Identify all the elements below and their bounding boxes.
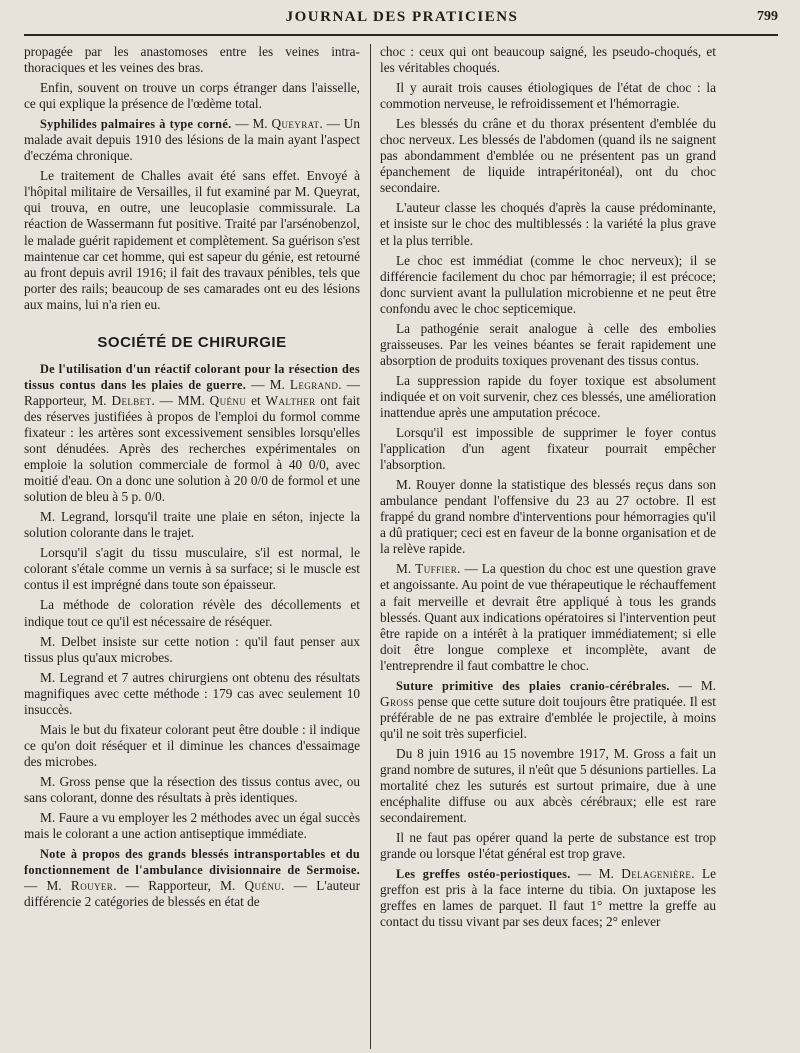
article-heading: Suture primitive des plaies cranio-cérébrales. xyxy=(396,678,670,693)
paragraph: M. Delbet insiste sur cette notion : qu'il faut penser aux tissus plus qu'aux microbes. xyxy=(24,633,360,665)
text-fragment: — M. xyxy=(246,376,290,392)
text-fragment: . — L'auteur différencie 2 catégories de blessés en état de xyxy=(24,878,360,910)
text-fragment: M. xyxy=(396,561,416,577)
text-fragment: . — Rapporteur, M. xyxy=(113,878,245,894)
text-fragment: . Le greffon est pris à la face interne du tibia. On juxtapose les greffes en lames de parquet. Il faut 1° mettre la greffe au contact du tissu vivant par ses deux faces; 2° enlever xyxy=(380,866,716,930)
author-name: Quénu xyxy=(244,878,282,894)
article-heading: Les greffes ostéo-periostiques. xyxy=(396,867,571,882)
paragraph: M. Legrand, lorsqu'il traite une plaie en séton, injecte la solution colorante dans le trajet. xyxy=(24,509,360,541)
text-fragment: . — Rapporteur, M. xyxy=(24,376,360,408)
paragraph: propagée par les anastomoses entre les veines intra-thoraciques et les veines des bras. xyxy=(24,44,360,76)
page-header xyxy=(24,9,780,31)
article-heading: Syphilides palmaires à type corné. xyxy=(40,117,232,132)
author-name: Gross xyxy=(380,693,415,709)
paragraph: La pathogénie serait analogue à celle des embolies graisseuses. Par les veines béantes se ferait rapidement une absorption de produits toxiques provenant des tissus contus. xyxy=(380,320,716,368)
paragraph: Le choc est immédiat (comme le choc nerveux); il se différencie facilement du choc par hémorragie; il est précoce; donc survient avant la pullulation microbienne et ne peut être confondu avec le choc septicemique. xyxy=(380,252,716,316)
article-greffes xyxy=(380,866,716,930)
paragraph: M. Legrand et 7 autres chirurgiens ont obtenu des résultats magnifiques avec cette méthode : 179 cas avec seulement 10 insuccès. xyxy=(24,669,360,717)
page-number: 799 xyxy=(757,9,778,24)
text-fragment: . — MM. xyxy=(151,392,210,408)
author-name: Legrand xyxy=(289,376,339,392)
author-name: Quénu xyxy=(209,392,247,408)
text-fragment: et xyxy=(246,392,266,408)
article-suture-primitive xyxy=(380,678,716,742)
text-fragment: — M. xyxy=(669,677,716,693)
paragraph: Il ne faut pas opérer quand la perte de substance est trop grande ou lorsque l'état général est trop grave. xyxy=(380,830,716,862)
paragraph: La suppression rapide du foyer toxique est absolument indiquée et on voit survenir, chez ces blessés, une amélioration inattendue après une amputation précoce. xyxy=(380,372,716,420)
article-syphilides xyxy=(24,116,360,164)
text-fragment: — M. xyxy=(570,866,622,882)
author-name: Delbet xyxy=(111,392,152,408)
author-name: Walther xyxy=(265,392,316,408)
text-fragment: . — La question du choc est une question grave et angoissante. Au point de vue thérapeutique le réchauffement a fait merveille et devrait être appliqué à tous les grands blessés. Quant aux indications opératoires si l'intervention peut être rapide on a intérêt à la pratiquer immédiatement; si elle doit être longue complexe et incomplète, avant de l'entreprendre il faut combattre le choc. xyxy=(380,561,716,673)
text-fragment: . — Un malade avait depuis 1910 des lésions de la main ayant l'aspect d'eczéma chronique. xyxy=(24,116,360,164)
article-reactif-colorant xyxy=(24,361,360,505)
paragraph: Les blessés du crâne et du thorax présentent d'emblée du choc nerveux. Les blessés de l'abdomen (quand ils ne saignent pas abondamment d'emblée ou ne présentent pas un grand épanchement de liquide intrapéritonéal), ont du choc secondaire. xyxy=(380,116,716,196)
text-fragment: ont fait des réserves justifiées à propos de l'emploi du formol comme fixateur : les artères sont excessivement sensibles lorsqu'elles sont dénudées. Après des recherches expérimentales on emploie la solution commerciale de formol à 40 0/0, avec moitié d'eau. On a donc une solution à 20 0/0 de formol et une solution de bleu à 5 p. 0/0. xyxy=(24,392,360,505)
paragraph: La méthode de coloration révèle des décollements et indique tout ce qu'il est nécessaire de réséquer. xyxy=(24,597,360,629)
paragraph: M. Faure a vu employer les 2 méthodes avec un égal succès mais le colorant a une action antiseptique immédiate. xyxy=(24,810,360,842)
paragraph: Lorsqu'il s'agit du tissu musculaire, s'il est normal, le colorant s'étale comme un vernis à sa surface; si le muscle est contus il est imprégné dans toute son épaisseur. xyxy=(24,545,360,593)
journal-title: JOURNAL DES PRATICIENS xyxy=(285,9,519,25)
paragraph: Mais le but du fixateur colorant peut être double : il indique ce qu'on doit réséquer et il diminue les chances d'essaimage des microbes. xyxy=(24,721,360,769)
tuffier-paragraph xyxy=(380,561,716,673)
article-grands-blesses xyxy=(24,846,360,910)
author-name: Tuffier xyxy=(415,561,458,577)
header-rule xyxy=(24,34,778,36)
column-divider xyxy=(370,44,371,1049)
paragraph: choc : ceux qui ont beaucoup saigné, les pseudo-choqués, et les véritables choqués. xyxy=(380,44,716,76)
left-column xyxy=(24,44,360,1049)
paragraph: Lorsqu'il est impossible de supprimer le foyer contus l'application d'un agent fixateur pourrait empêcher l'absorption. xyxy=(380,425,716,473)
paragraph: Enfin, souvent on trouve un corps étranger dans l'aisselle, ce qui explique la présence de l'œdème total. xyxy=(24,80,360,112)
paragraph: Il y aurait trois causes étiologiques de l'état de choc : la commotion nerveuse, le refroidissement et l'hémorragie. xyxy=(380,80,716,112)
author-name: Rouyer xyxy=(70,878,114,894)
text-fragment: — M. xyxy=(231,116,272,132)
paragraph: M. Gross pense que la résection des tissus contus avec, ou sans colorant, donne des résultats à près identiques. xyxy=(24,773,360,805)
right-column xyxy=(380,44,716,1049)
section-title: SOCIÉTÉ DE CHIRURGIE xyxy=(97,333,287,351)
text-fragment: pense que cette suture doit toujours être pratiquée. Il est préférable de ne pas extraire d'emblée le projectile, à moins qu'il ne soit très superficiel. xyxy=(380,693,716,741)
paragraph: L'auteur classe les choqués d'après la cause prédominante, et insiste sur le choc des multiblessés : la variété la plus grave et la plus terrible. xyxy=(380,200,716,248)
paragraph: Le traitement de Challes avait été sans effet. Envoyé à l'hôpital militaire de Versailles, il fut examiné par M. Queyrat, qui trouva, en outre, une leucoplasie commissurale. La réaction de Wassermann fut positive. Traité par l'arsénobenzol, le malade guérit rapidement et complètement. Sa guérison s'est maintenue car cet homme, qui est sapeur du génie, est retourné au front depuis avril 1916; il fait des travaux pénibles, tels que porter des rails; beaucoup de ses camarades ont eu des lésions aux mains, lui n'a rien eu. xyxy=(24,168,360,312)
article-heading: Note à propos des grands blessés intransportables et du fonctionnement de l'ambulance divisionnaire de Sermoise. xyxy=(24,847,360,878)
paragraph: Du 8 juin 1916 au 15 novembre 1917, M. Gross a fait un grand nombre de sutures, il n'eût que 5 désunions partielles. La mortalité chez les suturés est surtout primaire, due à une encéphalite diffuse ou aux abcès cérébraux; elle est rare secondairement. xyxy=(380,745,716,826)
text-fragment: — M. xyxy=(24,878,71,894)
author-name: Delagenière xyxy=(621,866,692,882)
article-heading: De l'utilisation d'un réactif colorant pour la résection des tissus contus dans les plaies de guerre. xyxy=(24,361,360,392)
author-name: Queyrat xyxy=(271,116,320,132)
paragraph: M. Rouyer donne la statistique des blessés reçus dans son ambulance pendant l'offensive du 23 au 27 octobre. Il est frappé du grand nombre d'interventions pour hémorragies qu'il a dû pratiquer; ceci est en faveur de la bonne organisation et de la relève rapide. xyxy=(380,477,716,557)
